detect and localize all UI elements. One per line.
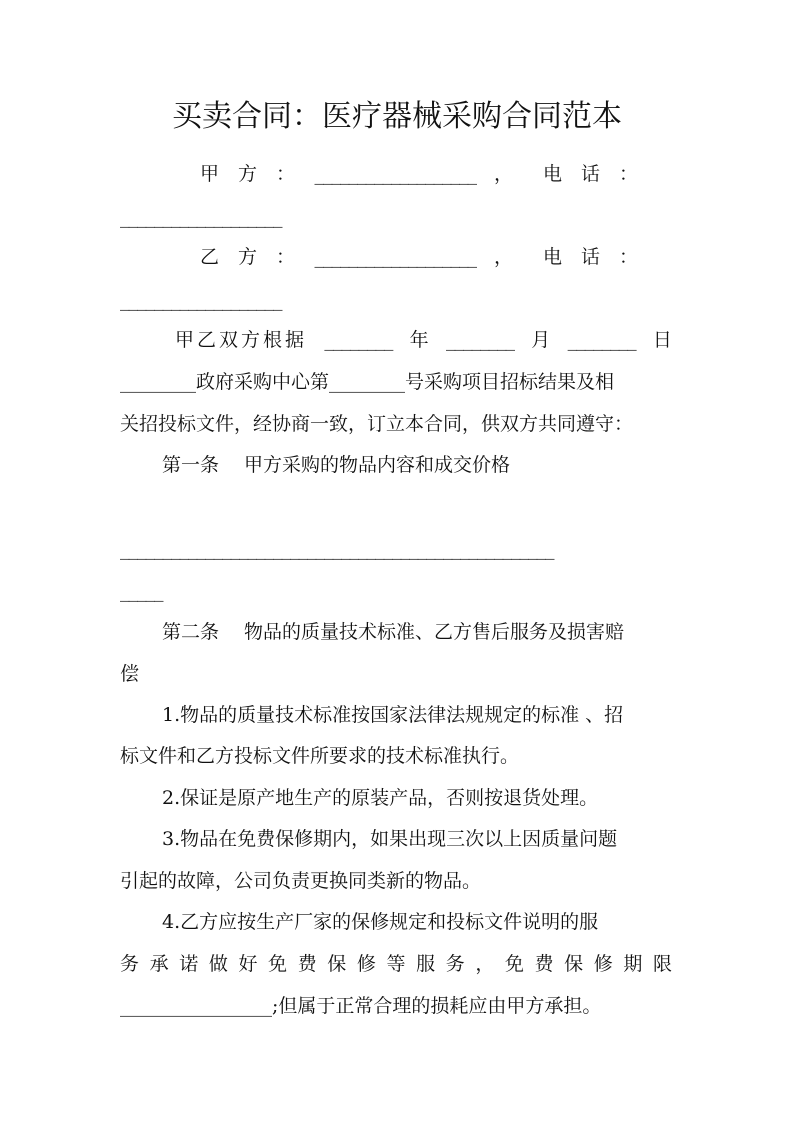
- party-a-line: [200, 165, 638, 184]
- item-4-line-1: 4.乙方应按生产厂家的保修规定和投标文件说明的服: [162, 911, 599, 933]
- party-b-line: [200, 248, 638, 267]
- party-a-phone-blank: ___________________: [120, 206, 282, 228]
- basis-line-2: ________政府采购中心第________号采购项目招标结果及相: [120, 371, 615, 393]
- item-1-line-2: 标文件和乙方投标文件所要求的技术标准执行。: [120, 745, 520, 767]
- char: 修: [356, 953, 376, 975]
- item-3-line-1: 3.物品在免费保修期内，如果出现三次以上因质量问题: [162, 828, 618, 850]
- month-blank: ________: [445, 329, 514, 351]
- article-1-blank-line-1: ___________________________________________________: [120, 538, 554, 560]
- party-a-phone-label: 电 话 ：: [543, 163, 639, 185]
- char: 诺: [179, 953, 199, 975]
- basis-line-3: 关招投标文件，经协商一致，订立本合同，供双方共同遵守：: [120, 413, 634, 435]
- char: 等: [386, 953, 406, 975]
- char: 保: [327, 953, 347, 975]
- article-1-heading: 第一条 甲方采购的物品内容和成交价格: [162, 454, 511, 476]
- char: 做: [208, 953, 228, 975]
- party-a-name-blank: ___________________: [314, 163, 477, 185]
- char: 服: [416, 953, 436, 975]
- article-2-heading-line-1: 第二条 物品的质量技术标准、乙方售后服务及损害赔: [162, 621, 625, 643]
- item-1-line-1: 1.物品的质量技术标准按国家法律法规规定的标准 、招: [162, 704, 624, 726]
- char: 好: [238, 953, 258, 975]
- char: 期: [623, 953, 643, 975]
- char: 务: [120, 953, 140, 975]
- char: 修: [593, 953, 613, 975]
- article-1-blank-line-2: _____: [120, 580, 163, 602]
- year-blank: ________: [324, 329, 393, 351]
- item-3-line-2: 引起的故障，公司负责更换同类新的物品。: [120, 870, 482, 892]
- party-b-comma: ，: [494, 246, 514, 268]
- char: ，: [475, 953, 495, 975]
- year-label: 年: [409, 329, 429, 351]
- party-b-name-blank: ___________________: [314, 246, 477, 268]
- party-a-comma: ，: [494, 163, 514, 185]
- char: 免: [268, 953, 288, 975]
- char: 费: [534, 953, 554, 975]
- day-blank: ________: [567, 329, 636, 351]
- char: 承: [149, 953, 169, 975]
- char: 免: [504, 953, 524, 975]
- item-2: 2.保证是原产地生产的原装产品，否则按退货处理。: [162, 787, 599, 809]
- party-a-label: 甲 方 ：: [200, 163, 305, 185]
- party-b-phone-label: 电 话 ：: [543, 246, 639, 268]
- month-label: 月: [531, 329, 551, 351]
- basis-text: 甲乙双方根据: [175, 329, 308, 351]
- item-4-line-2: [120, 955, 672, 974]
- char: 限: [652, 953, 672, 975]
- party-b-label: 乙 方 ：: [200, 246, 305, 268]
- day-label: 日: [652, 329, 672, 351]
- basis-line-1: [175, 331, 672, 350]
- char: 务: [445, 953, 465, 975]
- document-title: 买卖合同：医疗器械采购合同范本: [172, 99, 622, 134]
- party-b-phone-blank: ___________________: [120, 289, 282, 311]
- char: 保: [564, 953, 584, 975]
- item-4-line-3: ________________;但属于正常合理的损耗应由甲方承担。: [120, 995, 602, 1017]
- char: 费: [297, 953, 317, 975]
- article-2-heading-line-2: 偿: [120, 663, 140, 685]
